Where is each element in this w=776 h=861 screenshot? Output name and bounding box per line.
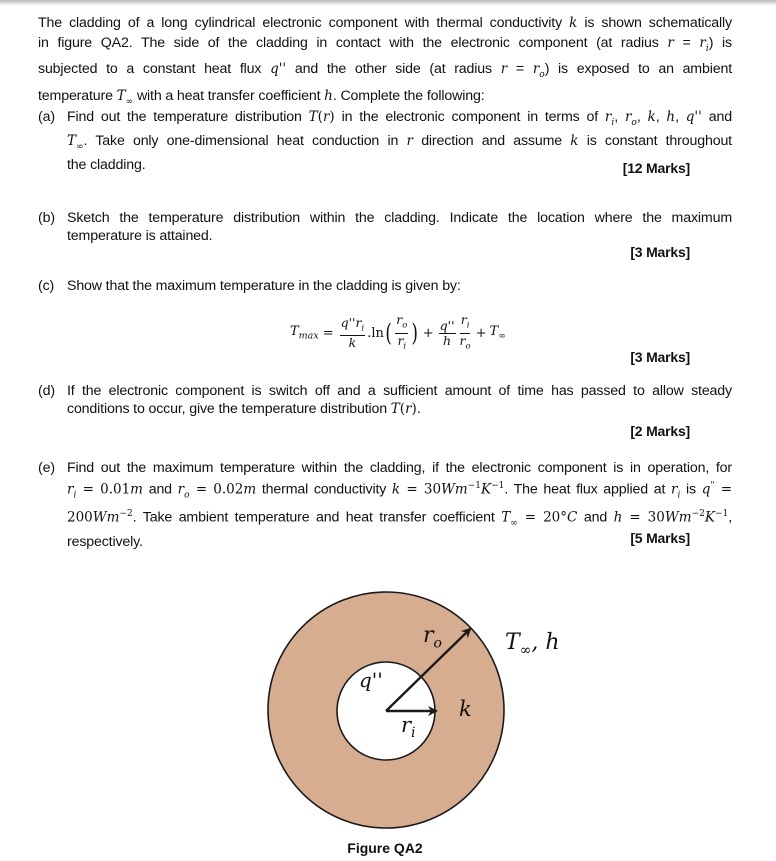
text-line: respectively. [67,534,143,551]
text-line: the cladding. [67,157,146,174]
formula-paren-close: ) [411,319,419,347]
question-b-marks: [3 Marks] [630,244,690,260]
formula-term2b: $\frac{r_i}{r_o}$ [459,312,471,351]
label-k: k [459,697,472,721]
text-line: Sketch the temperature distribution within the cladding. Indicate the location where the maximum [67,210,732,226]
label-tinf-h: $T_\infty$, h [505,630,560,659]
formula-term2a: $\frac{q''}{h}$ [439,317,455,348]
text-line: Show that the maximum temperature in the cladding is given by: [67,278,461,294]
question-d-marks: [2 Marks] [630,423,690,439]
text-line: conditions to occur, give the temperature distribution T(r). [67,401,421,418]
text-line: The cladding of a long cylindrical electronic component with thermal conductivity k is shown schematically [38,15,732,31]
text-line: temperature is attained. [67,228,213,245]
formula-ln-ratio: $\frac{r_o}{r_i}$ [396,312,408,351]
question-c-marks: [3 Marks] [630,349,690,365]
question-d-label: (d) [38,383,55,399]
question-a-label: (a) [38,109,55,125]
question-e-marks: [5 Marks] [630,530,690,546]
formula-ln: .ln [367,325,384,341]
label-r-outer: $r_o$ [423,623,442,652]
label-r-inner: $r_i$ [401,713,416,742]
question-a-marks: [12 Marks] [622,160,690,176]
text-line: in figure QA2. The side of the cladding in contact with the electronic component (at radius $r = r_i$) is [38,35,732,55]
text-line: $r_i = 0.01m$ and $r_o = 0.02m$ thermal conductivity $k = 30Wm^{-1}K^{-1}$. The heat flux applied at $r_i$ is q" = [67,481,733,501]
question-e-label: (e) [38,460,55,476]
question-b-label: (b) [38,210,55,226]
text-line: Find out the maximum temperature within the cladding, if the electronic component is in operation, for [67,460,732,476]
formula-term1: $\frac{q''r_i}{k}$ [340,314,365,351]
figure-caption: Figure QA2 [347,840,423,856]
text-line: $T_\infty$. Take only one-dimensional heat conduction in r direction and assume k is constant throughout [67,133,732,152]
text-line: $200Wm^{-2}$. Take ambient temperature and heat transfer coefficient $T_\infty = 20^\circ C$ and $h = 30Wm^{-2}K^{-1}$, [67,509,733,529]
formula-paren-open: ( [385,319,392,347]
formula-tinf: $T_\infty$ [489,324,506,342]
text-line: temperature $T_\infty$ with a heat transfer coefficient h. Complete the following: [38,87,485,107]
question-c-label: (c) [38,278,55,294]
label-heat-flux: q'' [359,668,383,692]
text-line: If the electronic component is switch off and a sufficient amount of time has passed to allow steady [67,383,732,399]
tmax-formula: $T_{max}$ = $\frac{q''r_i}{k}$ .ln ( $\frac{r_o}{r_i}$ ) + $\frac{q''}{h}$ $\frac{r_i}{r_o}$ + $T_\infty$ [290,312,506,351]
formula-equals: = [322,325,334,341]
text-line: Find out the temperature distribution T(r) in the electronic component in terms of $r_i$, $r_o$, k, h, q'' and [67,109,732,128]
text-line: subjected to a constant heat flux q'' and the other side (at radius $r = r_o$) is exposed to an ambient [38,61,732,81]
formula-lhs: $T_{max}$ [290,324,319,342]
